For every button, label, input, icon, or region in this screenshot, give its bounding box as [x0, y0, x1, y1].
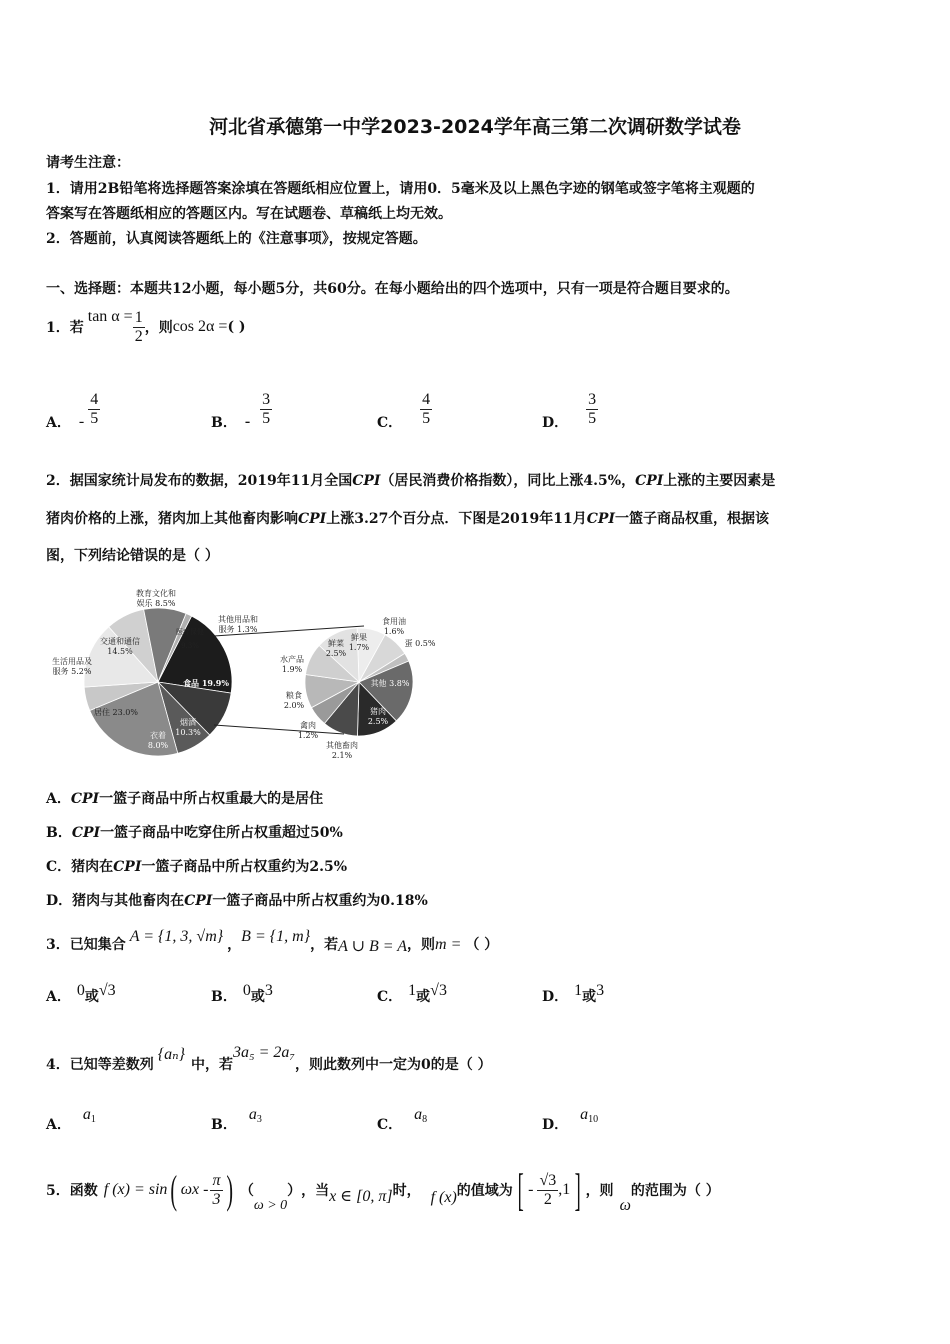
q2-c-pre: 猪肉在: [71, 859, 114, 875]
q2-line-2: [46, 508, 769, 528]
label-zhurou-1: 猪肉: [370, 707, 386, 716]
label-xianguo-2: 1.7%: [348, 643, 370, 652]
cpi-pie-chart: [46, 582, 446, 767]
label-shenghuo-1: 生活用品及: [52, 657, 92, 666]
question-1: [46, 304, 246, 350]
q3-comma: ，: [227, 937, 242, 953]
q5-range-sqrt3: √3: [539, 1171, 557, 1189]
q1-frac-den: 2: [134, 327, 143, 345]
q5-pi-frac: [210, 1172, 222, 1209]
q2-cpi-2: CPI: [635, 473, 664, 489]
question-3: [46, 928, 498, 956]
page-title: 河北省承德第一中学2023-2024学年高三第二次调研数学试卷: [209, 116, 741, 138]
q1-a-label: A．: [46, 415, 71, 431]
q4-c-sub: 8: [422, 1114, 428, 1125]
q2-text-2b: 上涨3.27个百分点．下图是2019年11月: [326, 511, 587, 527]
q2-line-1: [46, 470, 775, 490]
q1-c-num: 4: [422, 390, 431, 408]
q2-a-text: 一篮子商品中所占权重最大的是居住: [99, 791, 324, 807]
label-jiaoyu-2: 娱乐 8.5%: [136, 599, 176, 608]
q2-b-label: B．: [46, 825, 72, 841]
q2-option-b[interactable]: [46, 822, 343, 842]
q4-b-var: a: [248, 1106, 257, 1123]
label-yizhuo-2: 8.0%: [147, 741, 169, 750]
label-jiaotong-1: 交通和通信: [100, 637, 140, 646]
q5-paren-right: ): [225, 1167, 233, 1212]
question-5: 5．函数 f (x) = sin ( ωx - $\frac{\pi}{3}$ ) （ ω > 0 ） ，当 x ∈ [0, π] 时， f (x) 的值域为 [ - $\frac{√3}{2}$ ,1 ] ，则 ω 的范围为（ ）: [46, 1164, 720, 1215]
q1-option-a[interactable]: [46, 386, 100, 432]
label-yiliao-2: 9.3%: [181, 642, 199, 650]
q3-c-first: 1: [408, 982, 417, 999]
label-shiyongyou-1: 食用油: [382, 617, 406, 626]
q4-number: 4．已知等差数列: [46, 1057, 154, 1073]
q1-b-frac: [260, 391, 272, 428]
label-yizhuo-1: 衣着: [150, 731, 166, 740]
label-liangshi-1: 粮食: [286, 691, 302, 700]
q1-c-label: C．: [377, 415, 403, 431]
q1-d-frac: [586, 391, 598, 428]
q3-option-d[interactable]: [542, 982, 605, 1006]
q5-range-frac: [537, 1172, 558, 1209]
q4-option-a[interactable]: [46, 1104, 96, 1133]
q5-arg: ωx -: [180, 1181, 209, 1198]
q5-omega-cond: ω > 0: [253, 1198, 288, 1213]
q1-b-num: 3: [262, 390, 271, 408]
q3-condition: A ∪ B = A: [338, 938, 408, 955]
label-qitaxurou-1: 其他畜肉: [326, 741, 358, 750]
q5-range-one: ,1: [558, 1181, 571, 1198]
q2-c-label: C．: [46, 859, 72, 875]
q5-number: 5．函数: [46, 1183, 98, 1199]
q4-a-label: A．: [46, 1117, 71, 1133]
q1-c-frac: [420, 391, 432, 428]
q1-b-sign: -: [244, 413, 251, 430]
q5-range-label: 的值域为: [456, 1183, 513, 1199]
label-shipin: 食品 19.9%: [183, 678, 229, 688]
q1-cos: cos 2α =: [172, 318, 228, 335]
q1-b-den: 5: [262, 409, 271, 427]
q1-frac-num: 1: [134, 308, 143, 326]
q3-d-label: D．: [542, 989, 569, 1005]
q1-a-num: 4: [90, 390, 99, 408]
q1-c-den: 5: [422, 409, 431, 427]
label-jiaoyu-1: 教育文化和: [136, 589, 176, 598]
q5-function: f (x) = sin: [103, 1181, 168, 1198]
q3-b-label: B．: [211, 989, 237, 1005]
q1-a-frac: [88, 391, 100, 428]
q1-d-num: 3: [588, 390, 597, 408]
q2-a-label: A．: [46, 791, 71, 807]
label-shenghuo-2: 服务 5.2%: [52, 667, 92, 676]
q4-option-b[interactable]: [211, 1104, 262, 1133]
label-juzhu: 居住 23.0%: [94, 708, 138, 717]
q5-three: 3: [212, 1190, 221, 1208]
q1-number: 1．若: [46, 320, 84, 336]
label-xiancai-2: 2.5%: [325, 649, 347, 658]
q3-set-a: A = {1, 3, √m}: [129, 928, 224, 945]
label-qita-1: 其他用品和: [218, 615, 258, 624]
q1-mid: ，则: [144, 320, 173, 336]
notice-line-1b: 答案写在答题纸相应的答题区内。写在试题卷、草稿纸上均无效。: [46, 206, 452, 222]
q4-option-c[interactable]: [377, 1104, 428, 1133]
label-qinrou-1: 禽肉: [300, 721, 316, 730]
q3-b-second: 3: [264, 982, 273, 999]
q2-text-1b: （居民消费价格指数），同比上涨4.5%，: [380, 473, 636, 489]
q3-a-or: 或: [84, 989, 99, 1005]
q2-option-c[interactable]: [46, 856, 347, 876]
q3-m: m =: [435, 936, 462, 953]
q3-c-label: C．: [377, 989, 403, 1005]
label-yanjiu-1: 烟酒: [180, 718, 196, 727]
q3-option-c[interactable]: [377, 982, 447, 1006]
q2-cpi-3: CPI: [298, 511, 327, 527]
q4-equation: 3a₅ = 2a₇: [233, 1044, 295, 1061]
q1-option-c[interactable]: [377, 386, 432, 432]
q1-option-b[interactable]: [211, 386, 272, 432]
q3-d-first: 1: [574, 982, 583, 999]
label-qinrou-2: 1.2%: [297, 731, 319, 740]
label-qita-2: 服务 1.3%: [218, 625, 258, 634]
q1-d-den: 5: [588, 409, 597, 427]
q2-option-a[interactable]: [46, 788, 323, 808]
q4-end: ，则此数列中一定为0的是（ ）: [294, 1057, 492, 1073]
q2-c-cpi: CPI: [113, 859, 142, 875]
q1-a-sign: -: [78, 413, 85, 430]
label-qitaxurou-2: 2.1%: [331, 751, 353, 760]
q3-a-second: √3: [98, 982, 116, 999]
q3-then: ，则: [407, 937, 436, 953]
label-shuichan-2: 1.9%: [281, 665, 303, 674]
q3-a-label: A．: [46, 989, 71, 1005]
q2-text-1c: 上涨的主要因素是: [663, 473, 776, 489]
q3-option-b[interactable]: [211, 982, 273, 1006]
notice-line-2: 2．答题前，认真阅读答题纸上的《注意事项》，按规定答题。: [46, 231, 427, 247]
q2-text-2a: 猪肉价格的上涨，猪肉加上其他畜肉影响: [46, 511, 298, 527]
label-liangshi-2: 2.0%: [283, 701, 305, 710]
q2-d-pre: 猪肉与其他畜肉在: [72, 893, 185, 909]
label-zhurou-2: 2.5%: [367, 717, 389, 726]
q5-bracket-left: [: [517, 1164, 524, 1215]
label-xianguo-1: 鲜果: [351, 633, 367, 642]
q2-d-text: 一篮子商品中所占权重约为0.18%: [212, 893, 428, 909]
section-heading: 一、选择题：本题共12小题，每小题5分，共60分。在每小题给出的四个选项中，只有一项是符合题目要求的。: [46, 281, 739, 297]
q4-a-var: a: [82, 1106, 91, 1123]
q2-option-d[interactable]: [46, 890, 428, 910]
q4-a-sub: 1: [90, 1114, 96, 1125]
label-yiliao-1: 医疗保健: [176, 628, 204, 636]
label-shuichan-1: 水产品: [280, 655, 304, 664]
q4-option-d[interactable]: [542, 1104, 599, 1133]
q4-d-sub: 10: [588, 1114, 599, 1125]
q1-d-label: D．: [542, 415, 569, 431]
q2-line-3: 图，下列结论错误的是（ ）: [46, 548, 219, 564]
label-shiyongyou-2: 1.6%: [383, 627, 405, 636]
label-yanjiu-2: 10.3%: [175, 728, 201, 737]
notice-heading: 请考生注意：: [46, 155, 130, 171]
q2-d-cpi: CPI: [184, 893, 213, 909]
q3-c-second: √3: [430, 982, 447, 999]
q3-a-first: 0: [76, 982, 85, 999]
q4-c-var: a: [414, 1106, 423, 1123]
q2-b-cpi: CPI: [71, 825, 101, 841]
q5-end: 的范围为（ ）: [630, 1183, 720, 1199]
q2-b-text: 一篮子商品中吃穿住所占权重超过50%: [100, 825, 343, 841]
q4-d-var: a: [580, 1106, 589, 1123]
q3-option-a[interactable]: [46, 982, 116, 1006]
label-dan: 蛋 0.5%: [404, 639, 436, 648]
q3-d-or: 或: [582, 989, 597, 1005]
q1-fraction: [133, 309, 145, 346]
q2-d-label: D．: [46, 893, 73, 909]
label-xiancai-1: 鲜菜: [328, 639, 344, 648]
q2-c-text: 一篮子商品中所占权重约为2.5%: [141, 859, 348, 875]
q3-b-first: 0: [242, 982, 251, 999]
q1-tan: tan α =: [87, 308, 133, 325]
label-jiaotong-2: 14.5%: [107, 647, 133, 656]
q3-number: 3．已知集合: [46, 937, 126, 953]
q5-bracket-right: ]: [574, 1164, 581, 1215]
q4-c-label: C．: [377, 1117, 403, 1133]
q1-b-label: B．: [211, 415, 237, 431]
q5-shi: 时，: [392, 1183, 421, 1199]
q3-set-b: B = {1, m}: [241, 928, 311, 945]
q2-cpi-1: CPI: [352, 473, 381, 489]
q1-option-d[interactable]: [542, 386, 598, 432]
q5-fx: f (x): [430, 1189, 457, 1206]
q4-sequence: {aₙ}: [157, 1046, 186, 1063]
q5-then: ，则: [585, 1183, 614, 1199]
q2-a-cpi: CPI: [70, 791, 100, 807]
q4-mid: 中，若: [191, 1057, 234, 1073]
q4-b-sub: 3: [256, 1114, 262, 1125]
q5-pi: π: [212, 1171, 221, 1189]
q3-c-or: 或: [416, 989, 431, 1005]
connector-bottom: [214, 725, 344, 734]
notice-line-1a: 1．请用2B铅笔将选择题答案涂填在答题纸相应位置上，请用0．5毫米及以上黑色字迹的钢笔或签字笔将主观题的: [46, 181, 755, 197]
q5-when: ，当: [301, 1183, 330, 1199]
label-qita-sub: 其他 3.8%: [370, 679, 410, 688]
q5-range-two: 2: [543, 1190, 552, 1208]
q1-a-den: 5: [90, 409, 99, 427]
question-4: [46, 1044, 492, 1074]
q2-text-2c: 一篮子商品权重，根据该: [614, 511, 769, 527]
q3-end: （ ）: [465, 937, 499, 953]
q5-paren-left: (: [170, 1167, 178, 1212]
q5-omega: ω: [619, 1197, 631, 1214]
q1-end: ( ): [227, 319, 246, 335]
q3-b-or: 或: [250, 989, 265, 1005]
q5-domain: x ∈ [0, π]: [329, 1188, 393, 1205]
q2-cpi-4: CPI: [586, 511, 615, 527]
q4-d-label: D．: [542, 1117, 569, 1133]
q2-text-1a: 2．据国家统计局发布的数据，2019年11月全国: [46, 473, 353, 489]
q3-if: ，若: [310, 937, 339, 953]
q3-d-second: 3: [596, 982, 605, 999]
q4-b-label: B．: [211, 1117, 237, 1133]
